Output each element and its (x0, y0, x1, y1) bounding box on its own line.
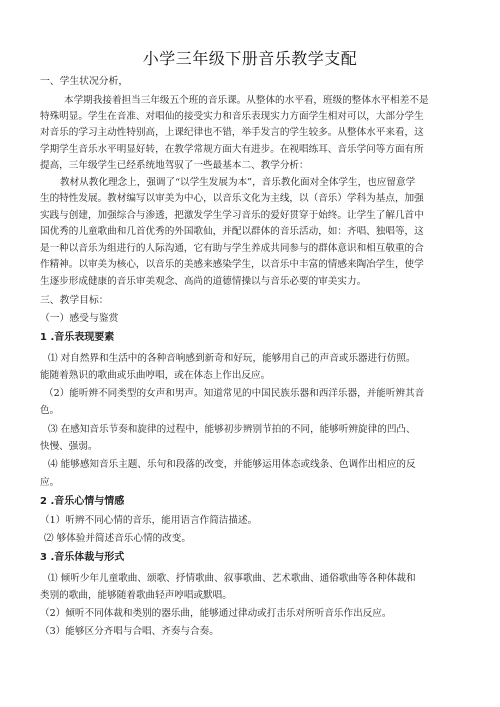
item-heading-music-elements: 1 .音乐表现要素 (40, 332, 115, 343)
paragraph-line: （2）能听辨不同类型的女声和男声。知道常见的中国民族乐器和西洋乐器，并能听辨其音 (44, 388, 425, 399)
paragraph-line: 是一种以音乐为组进行的人际沟通，它有助与学生养成共同参与的群体意识和相互敬重的合 (40, 243, 424, 254)
section-heading-teaching-goals: 三、教学目标： (40, 295, 109, 306)
paragraph-line: ⑴ 对自然界和生活中的各种音响感到新奇和好玩，能够用自己的声音或乐器进行仿照。 (48, 353, 416, 364)
paragraph-line: ⑵ 够体验并简述音乐心情的改变。 (44, 533, 191, 544)
paragraph-line: 快慢、强弱。 (40, 441, 98, 452)
paragraph-line: （2）倾听不同体裁和类别的器乐曲，能够通过律动或打击乐对所听音乐作出反应。 (40, 608, 392, 619)
document-title: 小学三年级下册音乐教学支配 (142, 49, 358, 68)
paragraph-line: 色。 (40, 405, 60, 416)
paragraph-line: ⑷ 能够感知音乐主题、乐句和段落的改变，并能够运用体态或线条、色调作出相应的反 (48, 459, 416, 470)
paragraph-line: 能随着熟识的歌曲或乐曲哼唱，或在体态上作出反应。 (40, 370, 271, 381)
paragraph-line: 类别的歌曲，能够随着歌曲轻声哼唱或默唱。 (40, 590, 232, 601)
paragraph-line: ⑴ 倾听少年儿童歌曲、颂歌、抒情歌曲、叙事歌曲、艺术歌曲、通俗歌曲等各种体裁和 (48, 573, 416, 584)
paragraph-line: 特殊明显。学生在音准、对唱仙的接受实力和音乐表现实力方面学生相对可以，大部分学生 (40, 111, 424, 122)
paragraph-line: 提高，三年级学生已经系统地驾驭了一些最基本二、教学分析： (40, 160, 309, 171)
paragraph-line: 本学期我接着担当三年级五个班的音乐课。从整体的水平看，班级的整体水平相差不是 (64, 95, 429, 106)
paragraph-line: 应。 (40, 477, 60, 488)
paragraph-line: 教材从教化理念上，强调了“以学生发展为本”，音乐教化面对全体学生，也应留意学 (60, 177, 416, 188)
item-heading-music-mood: 2 .音乐心情与情感 (40, 496, 125, 507)
paragraph-line: 作精神。以审美为核心，以音乐的美感来感染学生，以音乐中丰富的情感来陶冶学生，使学 (40, 259, 424, 270)
paragraph-line: 生逐步形成健康的音乐审美观念、高尚的道德情操以与音乐必要的审美实力。 (40, 276, 367, 287)
paragraph-line: 实践与创建，加强综合与渗透，把激发学生学习音乐的爱好贯穿于始终。让学生了解几首中 (40, 210, 424, 221)
paragraph-line: （1）听辨不同心情的音乐，能用语言作简洁描述。 (40, 515, 258, 526)
paragraph-line: 生的特性发展。教材编写以审美为中心，以音乐文化为主线，以（音乐）学科为基点，加强 (40, 193, 424, 204)
paragraph-line: （3）能够区分齐唱与合唱、齐奏与合奏。 (40, 626, 219, 637)
paragraph-line: 国优秀的儿童歌曲和几首优秀的外国歌仙，并配以群体的音乐活动，如：齐唱、独唱等，这 (40, 226, 424, 237)
subsection-heading-appreciation: （一）感受与鉴赏 (40, 313, 119, 324)
paragraph-line: 学期学生音乐水平明显好转，在教学常规方面大有进步。在视唱练耳、音乐学问等方面有所 (40, 144, 424, 155)
paragraph-line: 对音乐的学习主动性特别高，上课纪律也不错，举手发言的学生较多。从整体水平来看，这 (40, 127, 424, 138)
paragraph-line: ⑶ 在感知音乐节奏和旋律的过程中，能够初步辨别节拍的不同，能够听辨旋律的凹凸、 (48, 424, 416, 435)
item-heading-music-genre: 3 .音乐体裁与形式 (40, 552, 125, 563)
section-heading-student-analysis: 一、学生状况分析， (40, 76, 129, 87)
